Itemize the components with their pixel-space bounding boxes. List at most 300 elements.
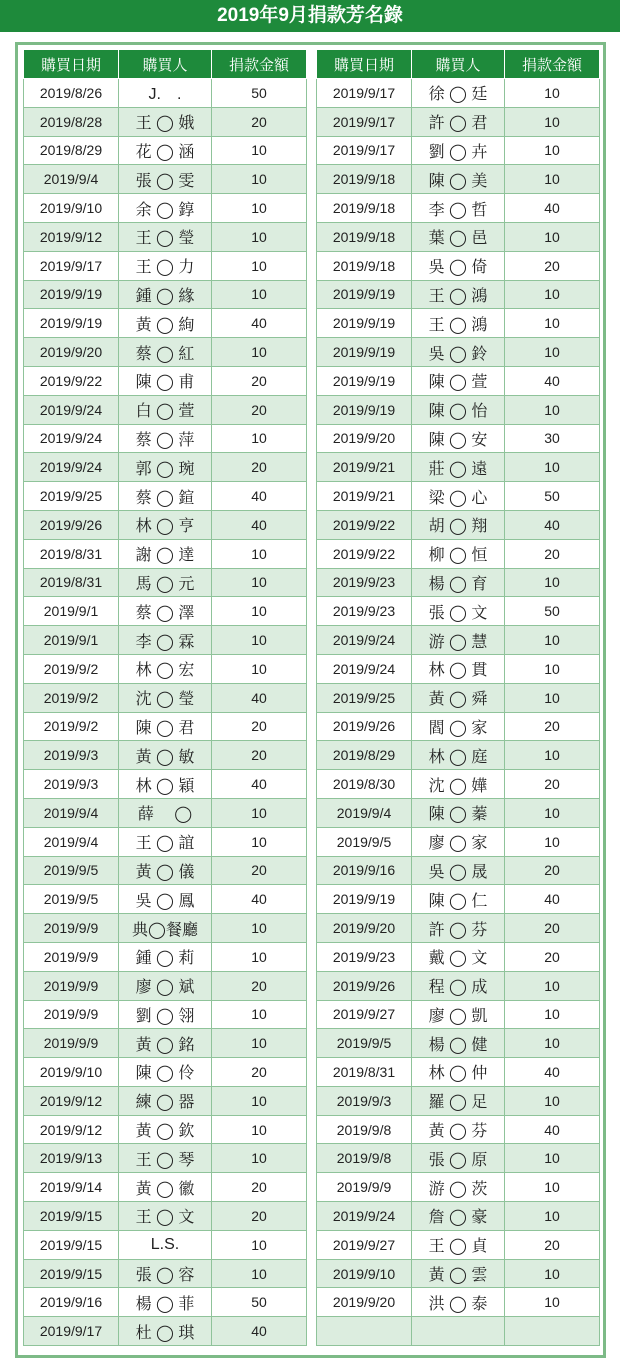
- date-cell: 2019/9/17: [24, 251, 119, 280]
- buyer-cell: 廖 ◯ 凱: [412, 1000, 505, 1029]
- date-cell: 2019/9/2: [24, 683, 119, 712]
- amount-cell: 40: [505, 194, 600, 223]
- buyer-cell: 黃 ◯ 舜: [412, 683, 505, 712]
- table-row: [24, 222, 307, 251]
- date-cell: 2019/9/18: [317, 222, 412, 251]
- amount-cell: 40: [505, 366, 600, 395]
- buyer-cell: 沈 ◯ 嬅: [412, 770, 505, 799]
- date-cell: 2019/9/14: [24, 1173, 119, 1202]
- buyer-cell: 閻 ◯ 家: [412, 712, 505, 741]
- buyer-cell: 蔡 ◯ 澤: [119, 597, 212, 626]
- amount-cell: 20: [212, 1058, 307, 1087]
- table-row: [317, 79, 600, 108]
- date-cell: 2019/9/17: [24, 1317, 119, 1346]
- amount-cell: 40: [212, 482, 307, 511]
- table-row: [24, 798, 307, 827]
- date-cell: 2019/9/17: [317, 79, 412, 108]
- buyer-cell: 黃 ◯ 絢: [119, 309, 212, 338]
- buyer-cell: 黃 ◯ 銘: [119, 1029, 212, 1058]
- buyer-cell: 黃 ◯ 欽: [119, 1115, 212, 1144]
- amount-cell: 40: [212, 885, 307, 914]
- buyer-cell: 黃 ◯ 芬: [412, 1115, 505, 1144]
- buyer-cell: 楊 ◯ 育: [412, 568, 505, 597]
- table-row: [317, 626, 600, 655]
- buyer-cell: 薛 ◯: [119, 798, 212, 827]
- amount-cell: 20: [505, 914, 600, 943]
- buyer-cell: 張 ◯ 文: [412, 597, 505, 626]
- table-row: [24, 539, 307, 568]
- table-row: [24, 482, 307, 511]
- date-cell: 2019/9/24: [24, 395, 119, 424]
- buyer-cell: 余 ◯ 錞: [119, 194, 212, 223]
- buyer-cell: 張 ◯ 原: [412, 1144, 505, 1173]
- buyer-cell: 李 ◯ 霖: [119, 626, 212, 655]
- date-cell: 2019/9/20: [317, 424, 412, 453]
- date-cell: 2019/9/9: [24, 914, 119, 943]
- table-row: [317, 770, 600, 799]
- right-table-body: [317, 79, 600, 1346]
- buyer-cell: 陳 ◯ 怡: [412, 395, 505, 424]
- buyer-cell: 王 ◯ 誼: [119, 827, 212, 856]
- amount-cell: 10: [212, 798, 307, 827]
- date-cell: 2019/8/31: [24, 539, 119, 568]
- table-row: [317, 280, 600, 309]
- table-row: [317, 136, 600, 165]
- amount-cell: 10: [212, 1144, 307, 1173]
- buyer-cell: 陳 ◯ 美: [412, 165, 505, 194]
- amount-cell: 40: [212, 309, 307, 338]
- date-cell: 2019/9/19: [317, 885, 412, 914]
- table-row: [24, 626, 307, 655]
- table-row: [317, 654, 600, 683]
- date-cell: 2019/9/10: [24, 1058, 119, 1087]
- buyer-cell: 黃 ◯ 儀: [119, 856, 212, 885]
- amount-cell: 10: [212, 539, 307, 568]
- amount-cell: 20: [505, 712, 600, 741]
- table-row: [24, 770, 307, 799]
- amount-cell: 20: [212, 453, 307, 482]
- amount-cell: 10: [505, 453, 600, 482]
- amount-cell: 10: [505, 568, 600, 597]
- amount-cell: 10: [212, 136, 307, 165]
- amount-cell: 10: [505, 654, 600, 683]
- date-cell: [317, 1317, 412, 1346]
- date-cell: 2019/9/19: [317, 309, 412, 338]
- date-cell: 2019/8/31: [24, 568, 119, 597]
- buyer-cell: 林 ◯ 庭: [412, 741, 505, 770]
- left-panel: [23, 49, 307, 1346]
- amount-cell: 10: [212, 1115, 307, 1144]
- date-cell: 2019/9/24: [317, 654, 412, 683]
- table-row: [317, 1086, 600, 1115]
- date-cell: 2019/9/21: [317, 453, 412, 482]
- buyer-cell: 蔡 ◯ 紅: [119, 338, 212, 367]
- table-row: [317, 107, 600, 136]
- buyer-cell: 林 ◯ 亨: [119, 510, 212, 539]
- table-row: [317, 453, 600, 482]
- date-cell: 2019/9/16: [317, 856, 412, 885]
- date-cell: 2019/9/2: [24, 654, 119, 683]
- date-cell: 2019/9/22: [24, 366, 119, 395]
- amount-cell: 10: [505, 827, 600, 856]
- amount-cell: 10: [212, 1000, 307, 1029]
- amount-cell: 10: [505, 683, 600, 712]
- table-row: [317, 885, 600, 914]
- buyer-cell: 吳 ◯ 鳳: [119, 885, 212, 914]
- table-row: [24, 251, 307, 280]
- date-cell: 2019/9/3: [317, 1086, 412, 1115]
- table-row: [317, 1173, 600, 1202]
- date-cell: 2019/9/25: [24, 482, 119, 511]
- buyer-cell: 林 ◯ 穎: [119, 770, 212, 799]
- table-row: [24, 424, 307, 453]
- left-donation-table: [23, 49, 307, 1346]
- date-cell: 2019/9/18: [317, 165, 412, 194]
- buyer-cell: 白 ◯ 萱: [119, 395, 212, 424]
- amount-cell: 10: [505, 741, 600, 770]
- date-cell: 2019/9/26: [317, 971, 412, 1000]
- table-row: [317, 1058, 600, 1087]
- amount-cell: 10: [505, 1202, 600, 1231]
- amount-cell: 10: [212, 942, 307, 971]
- buyer-cell: 吳 ◯ 晟: [412, 856, 505, 885]
- table-header-row: [317, 50, 600, 79]
- amount-cell: 50: [212, 1288, 307, 1317]
- table-row: [317, 827, 600, 856]
- date-cell: 2019/8/28: [24, 107, 119, 136]
- table-row: [317, 568, 600, 597]
- table-row: [24, 366, 307, 395]
- buyer-cell: 蔡 ◯ 鍹: [119, 482, 212, 511]
- date-cell: 2019/9/22: [317, 510, 412, 539]
- amount-cell: 10: [212, 626, 307, 655]
- amount-cell: 30: [505, 424, 600, 453]
- date-cell: 2019/9/5: [317, 1029, 412, 1058]
- date-cell: 2019/9/19: [24, 280, 119, 309]
- table-row: [317, 597, 600, 626]
- buyer-cell: 黃 ◯ 雲: [412, 1259, 505, 1288]
- table-row: [24, 971, 307, 1000]
- buyer-cell: 許 ◯ 芬: [412, 914, 505, 943]
- table-row: [24, 885, 307, 914]
- buyer-cell: 馬 ◯ 元: [119, 568, 212, 597]
- amount-cell: 20: [212, 1202, 307, 1231]
- buyer-cell: 羅 ◯ 足: [412, 1086, 505, 1115]
- amount-cell: 10: [505, 1259, 600, 1288]
- table-row: [24, 194, 307, 223]
- amount-cell: 10: [212, 1230, 307, 1259]
- amount-cell: [505, 1317, 600, 1346]
- buyer-cell: 黃 ◯ 徽: [119, 1173, 212, 1202]
- date-cell: 2019/9/22: [317, 539, 412, 568]
- buyer-cell: 張 ◯ 雯: [119, 165, 212, 194]
- date-cell: 2019/9/10: [317, 1259, 412, 1288]
- date-cell: 2019/9/12: [24, 222, 119, 251]
- amount-cell: 40: [212, 770, 307, 799]
- table-row: [24, 309, 307, 338]
- table-row: [24, 597, 307, 626]
- table-row: [24, 914, 307, 943]
- amount-cell: 50: [505, 597, 600, 626]
- buyer-cell: 楊 ◯ 健: [412, 1029, 505, 1058]
- date-cell: 2019/9/26: [317, 712, 412, 741]
- buyer-cell: 陳 ◯ 伶: [119, 1058, 212, 1087]
- date-cell: 2019/9/4: [317, 798, 412, 827]
- date-cell: 2019/9/24: [24, 453, 119, 482]
- buyer-cell: 典◯餐廳: [119, 914, 212, 943]
- right-donation-table: [316, 49, 600, 1346]
- amount-cell: 10: [212, 914, 307, 943]
- amount-cell: 40: [505, 1058, 600, 1087]
- amount-cell: 10: [212, 251, 307, 280]
- header-buyer: 購買人: [412, 50, 505, 79]
- table-row: [24, 79, 307, 108]
- date-cell: 2019/9/10: [24, 194, 119, 223]
- amount-cell: 10: [505, 280, 600, 309]
- buyer-cell: 張 ◯ 容: [119, 1259, 212, 1288]
- amount-cell: 10: [212, 222, 307, 251]
- amount-cell: 40: [212, 1317, 307, 1346]
- table-row: [24, 741, 307, 770]
- amount-cell: 10: [505, 798, 600, 827]
- amount-cell: 20: [505, 1230, 600, 1259]
- table-row: [24, 712, 307, 741]
- date-cell: 2019/9/19: [317, 338, 412, 367]
- date-cell: 2019/9/19: [317, 366, 412, 395]
- table-row: [24, 107, 307, 136]
- amount-cell: 20: [212, 741, 307, 770]
- table-header-row: [24, 50, 307, 79]
- table-row: [317, 1288, 600, 1317]
- date-cell: 2019/9/27: [317, 1000, 412, 1029]
- amount-cell: 10: [505, 1000, 600, 1029]
- table-row: [24, 338, 307, 367]
- date-cell: 2019/9/27: [317, 1230, 412, 1259]
- table-row: [317, 1144, 600, 1173]
- amount-cell: 10: [505, 79, 600, 108]
- date-cell: 2019/9/19: [24, 309, 119, 338]
- amount-cell: 10: [505, 136, 600, 165]
- table-row: [317, 798, 600, 827]
- buyer-cell: 王 ◯ 鴻: [412, 309, 505, 338]
- amount-cell: 10: [212, 424, 307, 453]
- date-cell: 2019/9/5: [317, 827, 412, 856]
- date-cell: 2019/9/9: [24, 942, 119, 971]
- buyer-cell: 王 ◯ 娥: [119, 107, 212, 136]
- amount-cell: 10: [505, 1029, 600, 1058]
- table-row: [24, 568, 307, 597]
- amount-cell: 40: [505, 510, 600, 539]
- amount-cell: 10: [212, 827, 307, 856]
- date-cell: 2019/9/20: [317, 914, 412, 943]
- amount-cell: 20: [212, 395, 307, 424]
- date-cell: 2019/9/18: [317, 194, 412, 223]
- amount-cell: 50: [212, 79, 307, 108]
- amount-cell: 10: [505, 395, 600, 424]
- buyer-cell: 王 ◯ 瑩: [119, 222, 212, 251]
- buyer-cell: 戴 ◯ 文: [412, 942, 505, 971]
- buyer-cell: 陳 ◯ 甫: [119, 366, 212, 395]
- table-row: [317, 251, 600, 280]
- amount-cell: 10: [505, 1144, 600, 1173]
- table-row: [24, 165, 307, 194]
- donor-list-frame: [15, 42, 606, 1358]
- table-row: [24, 1144, 307, 1173]
- date-cell: 2019/9/25: [317, 683, 412, 712]
- buyer-cell: 廖 ◯ 斌: [119, 971, 212, 1000]
- date-cell: 2019/9/23: [317, 568, 412, 597]
- table-row: [24, 1086, 307, 1115]
- buyer-cell: 陳 ◯ 仁: [412, 885, 505, 914]
- date-cell: 2019/9/8: [317, 1144, 412, 1173]
- buyer-cell: 王 ◯ 琴: [119, 1144, 212, 1173]
- amount-cell: 40: [212, 510, 307, 539]
- table-row: [24, 1173, 307, 1202]
- table-row: [24, 453, 307, 482]
- table-row: [24, 1115, 307, 1144]
- date-cell: 2019/9/4: [24, 165, 119, 194]
- date-cell: 2019/8/30: [317, 770, 412, 799]
- buyer-cell: 黃 ◯ 敏: [119, 741, 212, 770]
- date-cell: 2019/9/16: [24, 1288, 119, 1317]
- amount-cell: 10: [212, 1029, 307, 1058]
- date-cell: 2019/8/31: [317, 1058, 412, 1087]
- right-panel: [316, 49, 600, 1346]
- table-row: [317, 1202, 600, 1231]
- table-row: [317, 309, 600, 338]
- date-cell: 2019/8/29: [317, 741, 412, 770]
- date-cell: 2019/9/20: [24, 338, 119, 367]
- buyer-cell: 鍾 ◯ 莉: [119, 942, 212, 971]
- amount-cell: 40: [212, 683, 307, 712]
- table-row: [317, 856, 600, 885]
- amount-cell: 10: [505, 1086, 600, 1115]
- amount-cell: 10: [505, 222, 600, 251]
- amount-cell: 40: [505, 885, 600, 914]
- buyer-cell: 廖 ◯ 家: [412, 827, 505, 856]
- date-cell: 2019/9/5: [24, 885, 119, 914]
- buyer-cell: 郭 ◯ 琬: [119, 453, 212, 482]
- buyer-cell: 游 ◯ 慧: [412, 626, 505, 655]
- table-row: [317, 1230, 600, 1259]
- date-cell: 2019/9/26: [24, 510, 119, 539]
- table-row: [317, 1029, 600, 1058]
- table-row: [317, 1000, 600, 1029]
- amount-cell: 10: [505, 971, 600, 1000]
- date-cell: 2019/9/9: [24, 1000, 119, 1029]
- buyer-cell: 莊 ◯ 遠: [412, 453, 505, 482]
- buyer-cell: 吳 ◯ 鈴: [412, 338, 505, 367]
- date-cell: 2019/9/15: [24, 1230, 119, 1259]
- buyer-cell: 詹 ◯ 豪: [412, 1202, 505, 1231]
- table-row: [24, 1259, 307, 1288]
- buyer-cell: 王 ◯ 文: [119, 1202, 212, 1231]
- table-row: [24, 1000, 307, 1029]
- header-amount: 捐款金額: [212, 50, 307, 79]
- buyer-cell: 李 ◯ 哲: [412, 194, 505, 223]
- amount-cell: 40: [505, 1115, 600, 1144]
- date-cell: 2019/9/4: [24, 798, 119, 827]
- table-row: [24, 1029, 307, 1058]
- date-cell: 2019/9/3: [24, 741, 119, 770]
- table-row: [24, 827, 307, 856]
- date-cell: 2019/9/15: [24, 1202, 119, 1231]
- date-cell: 2019/9/12: [24, 1115, 119, 1144]
- amount-cell: 10: [212, 194, 307, 223]
- date-cell: 2019/9/21: [317, 482, 412, 511]
- buyer-cell: 劉 ◯ 卉: [412, 136, 505, 165]
- date-cell: 2019/9/2: [24, 712, 119, 741]
- amount-cell: 20: [505, 770, 600, 799]
- buyer-cell: 沈 ◯ 瑩: [119, 683, 212, 712]
- date-cell: 2019/9/18: [317, 251, 412, 280]
- buyer-cell: L.S.: [119, 1230, 212, 1259]
- table-row: [24, 856, 307, 885]
- table-row: [317, 1317, 600, 1346]
- table-row: [24, 1058, 307, 1087]
- table-row: [24, 395, 307, 424]
- amount-cell: 10: [212, 568, 307, 597]
- buyer-cell: 陳 ◯ 君: [119, 712, 212, 741]
- buyer-cell: 徐 ◯ 廷: [412, 79, 505, 108]
- header-buyer: 購買人: [119, 50, 212, 79]
- buyer-cell: [412, 1317, 505, 1346]
- buyer-cell: 練 ◯ 器: [119, 1086, 212, 1115]
- buyer-cell: 程 ◯ 成: [412, 971, 505, 1000]
- amount-cell: 10: [505, 1173, 600, 1202]
- amount-cell: 20: [212, 366, 307, 395]
- amount-cell: 10: [212, 1086, 307, 1115]
- amount-cell: 20: [212, 107, 307, 136]
- buyer-cell: 蔡 ◯ 萍: [119, 424, 212, 453]
- buyer-cell: 陳 ◯ 蓁: [412, 798, 505, 827]
- table-row: [24, 1202, 307, 1231]
- table-row: [317, 194, 600, 223]
- table-row: [317, 741, 600, 770]
- date-cell: 2019/9/9: [24, 1029, 119, 1058]
- date-cell: 2019/9/3: [24, 770, 119, 799]
- table-row: [24, 942, 307, 971]
- table-row: [317, 712, 600, 741]
- table-row: [317, 222, 600, 251]
- buyer-cell: 杜 ◯ 琪: [119, 1317, 212, 1346]
- buyer-cell: 王 ◯ 力: [119, 251, 212, 280]
- date-cell: 2019/9/23: [317, 942, 412, 971]
- buyer-cell: 王 ◯ 鴻: [412, 280, 505, 309]
- amount-cell: 10: [212, 338, 307, 367]
- buyer-cell: 葉 ◯ 邑: [412, 222, 505, 251]
- page-title: 2019年9月捐款芳名錄: [0, 0, 620, 32]
- buyer-cell: 許 ◯ 君: [412, 107, 505, 136]
- date-cell: 2019/9/20: [317, 1288, 412, 1317]
- date-cell: 2019/9/15: [24, 1259, 119, 1288]
- amount-cell: 10: [505, 165, 600, 194]
- date-cell: 2019/9/9: [24, 971, 119, 1000]
- buyer-cell: 洪 ◯ 泰: [412, 1288, 505, 1317]
- date-cell: 2019/8/26: [24, 79, 119, 108]
- buyer-cell: 楊 ◯ 菲: [119, 1288, 212, 1317]
- header-date: 購買日期: [317, 50, 412, 79]
- table-row: [317, 1259, 600, 1288]
- date-cell: 2019/9/19: [317, 280, 412, 309]
- buyer-cell: 謝 ◯ 達: [119, 539, 212, 568]
- buyer-cell: 林 ◯ 宏: [119, 654, 212, 683]
- table-row: [317, 1115, 600, 1144]
- buyer-cell: 胡 ◯ 翔: [412, 510, 505, 539]
- table-row: [317, 510, 600, 539]
- buyer-cell: 陳 ◯ 萱: [412, 366, 505, 395]
- date-cell: 2019/9/9: [317, 1173, 412, 1202]
